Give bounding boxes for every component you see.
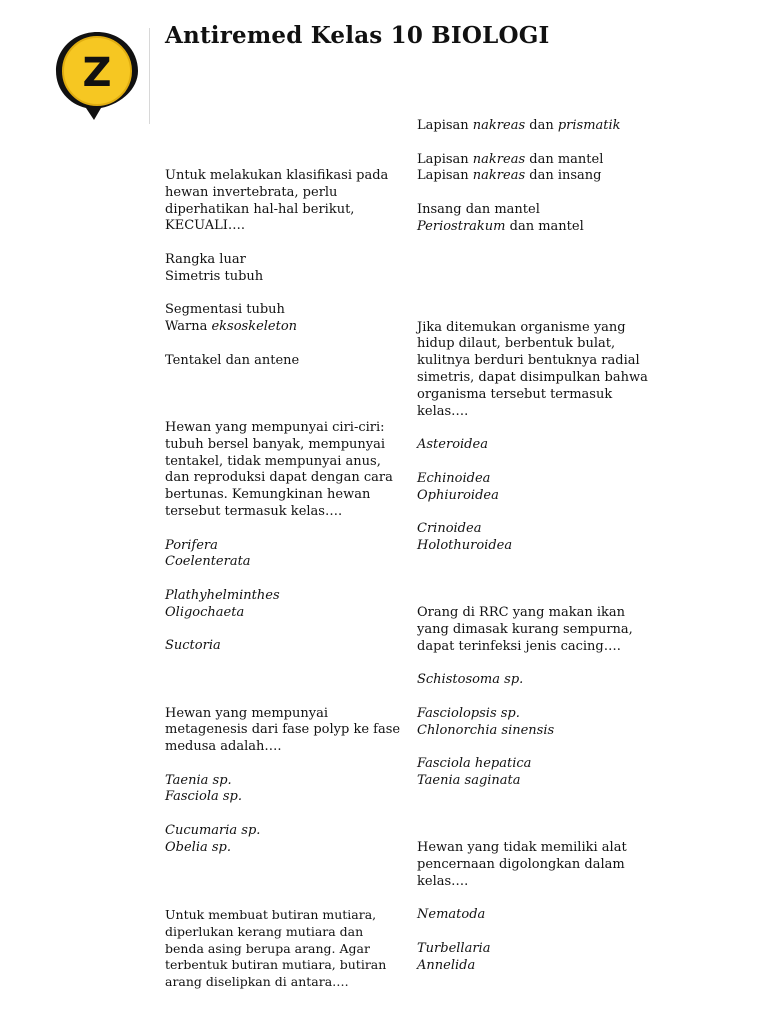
question-line: kelas…. bbox=[417, 873, 469, 889]
question-line: tersebut termasuk kelas…. bbox=[165, 503, 343, 519]
page-title: Antiremed Kelas 10 BIOLOGI bbox=[165, 22, 550, 49]
option-text: Lapisan bbox=[417, 168, 473, 184]
question-line: Hewan yang mempunyai bbox=[165, 705, 329, 721]
option-text-italic: nakreas bbox=[472, 168, 526, 184]
question-1 bbox=[165, 168, 397, 370]
answer-option: Segmentasi tubuh bbox=[165, 302, 285, 318]
answer-option: Annelida bbox=[417, 957, 476, 973]
question-6 bbox=[417, 605, 649, 790]
option-text: Warna bbox=[165, 319, 212, 335]
answer-option: Rangka luar bbox=[165, 251, 246, 267]
answer-option: Tentakel dan antene bbox=[165, 352, 300, 368]
question-line: kulitnya berduri bentuknya radial bbox=[417, 353, 640, 369]
answer-option: Porifera bbox=[165, 537, 218, 553]
answer-option: Taenia saginata bbox=[417, 773, 521, 789]
question-line: Orang di RRC yang makan ikan bbox=[417, 605, 626, 621]
answer-option: Fasciola sp. bbox=[165, 789, 242, 805]
option-text-italic: eksoskeleton bbox=[211, 319, 298, 335]
question-line: simetris, dapat disimpulkan bahwa bbox=[417, 369, 648, 385]
answer-option bbox=[417, 118, 649, 135]
option-text-italic: nakreas bbox=[472, 151, 526, 167]
question-line: metagenesis dari fase polyp ke fase bbox=[165, 722, 401, 738]
question-line: diperhatikan hal-hal berikut, bbox=[165, 201, 355, 217]
answer-option: Obelia sp. bbox=[165, 839, 231, 855]
answer-option: Crinoidea bbox=[417, 521, 482, 537]
answer-option: Ophiuroidea bbox=[417, 487, 499, 503]
question-4 bbox=[165, 907, 397, 991]
question-line: pencernaan digolongkan dalam bbox=[417, 857, 625, 873]
question-5 bbox=[417, 320, 649, 555]
question-line: tubuh bersel banyak, mempunyai bbox=[165, 436, 386, 452]
question-line: organisma tersebut termasuk bbox=[417, 386, 613, 402]
answer-option: Suctoria bbox=[165, 638, 221, 654]
answer-option: Cucumaria sp. bbox=[165, 823, 261, 839]
answer-option: Chlonorchia sinensis bbox=[417, 722, 555, 738]
answer-option: Holothuroidea bbox=[417, 537, 513, 553]
question-line: hidup dilaut, berbentuk bulat, bbox=[417, 336, 616, 352]
option-text: Lapisan bbox=[417, 118, 473, 133]
answer-option: Oligochaeta bbox=[165, 604, 245, 620]
answer-option: Turbellaria bbox=[417, 941, 491, 957]
answer-option bbox=[165, 319, 397, 336]
answer-option bbox=[417, 219, 649, 236]
question-line: diperlukan kerang mutiara dan bbox=[165, 923, 364, 939]
question-line: bertunas. Kemungkinan hewan bbox=[165, 487, 371, 503]
answer-option: Simetris tubuh bbox=[165, 268, 264, 284]
question-line: Untuk membuat butiran mutiara, bbox=[165, 907, 377, 923]
question-line: Jika ditemukan organisme yang bbox=[417, 319, 626, 335]
question-line: Hewan yang mempunyai ciri-ciri: bbox=[165, 419, 385, 435]
question-line: kelas…. bbox=[417, 403, 469, 419]
question-line: dapat terinfeksi jenis cacing…. bbox=[417, 638, 621, 654]
question-line: arang diselipkan di antara…. bbox=[165, 974, 349, 990]
right-column bbox=[417, 118, 649, 975]
answer-option: Fasciola hepatica bbox=[417, 756, 532, 772]
question-line: benda asing berupa arang. Agar bbox=[165, 940, 370, 956]
question-line: Untuk melakukan klasifikasi pada bbox=[165, 168, 389, 183]
answer-option: Echinoidea bbox=[417, 470, 491, 486]
option-text-italic: Periostrakum bbox=[417, 218, 506, 234]
question-line: yang dimasak kurang sempurna, bbox=[417, 621, 633, 637]
zenius-logo bbox=[52, 28, 142, 122]
question-7 bbox=[417, 840, 649, 974]
question-line: medusa adalah…. bbox=[165, 739, 282, 755]
left-column bbox=[165, 168, 401, 991]
answer-option: Schistosoma sp. bbox=[417, 672, 524, 688]
header-divider bbox=[149, 28, 150, 124]
question-3 bbox=[165, 705, 401, 857]
option-text: dan mantel bbox=[505, 218, 584, 234]
logo-icon bbox=[52, 28, 142, 122]
option-text-italic: prismatik bbox=[557, 118, 621, 133]
question-2 bbox=[165, 420, 397, 655]
answer-option: Fasciolopsis sp. bbox=[417, 705, 520, 721]
answer-option bbox=[417, 152, 649, 169]
question-line: dan reproduksi dapat dengan cara bbox=[165, 470, 393, 486]
option-text: dan mantel bbox=[525, 151, 604, 167]
question-line: terbentuk butiran mutiara, butiran bbox=[165, 957, 387, 973]
answer-option: Coelenterata bbox=[165, 554, 251, 570]
option-text: dan insang bbox=[525, 168, 602, 184]
logo-letter: Z bbox=[82, 50, 112, 96]
answer-option bbox=[417, 168, 649, 185]
question-line: tentakel, tidak mempunyai anus, bbox=[165, 453, 381, 469]
option-text-italic: nakreas bbox=[472, 118, 526, 133]
question-line: Hewan yang tidak memiliki alat bbox=[417, 840, 627, 856]
answer-option: Nematoda bbox=[417, 907, 486, 923]
answer-option: Asteroidea bbox=[417, 437, 488, 453]
option-text: Lapisan bbox=[417, 151, 473, 167]
option-text: dan bbox=[525, 118, 558, 133]
answer-option: Plathyhelminthes bbox=[165, 587, 280, 603]
answer-option: Taenia sp. bbox=[165, 772, 232, 788]
question-line: hewan invertebrata, perlu bbox=[165, 184, 338, 200]
answer-option: Insang dan mantel bbox=[417, 201, 540, 217]
question-4-options bbox=[417, 118, 649, 236]
question-line: KECUALI…. bbox=[165, 218, 245, 234]
